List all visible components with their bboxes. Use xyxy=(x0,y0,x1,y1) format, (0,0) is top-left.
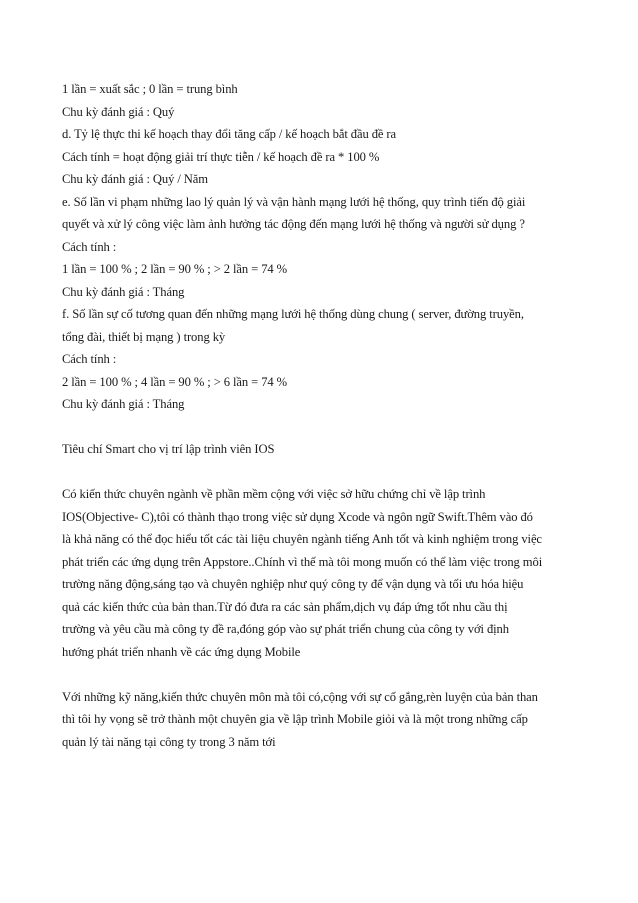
text-line: f. Số lần sự cố tương quan đến những mạng lưới hệ thống dùng chung ( server, đường truyền, xyxy=(62,307,524,321)
text-line: Chu kỳ đánh giá : Quý xyxy=(62,104,175,119)
text-line: Cách tính = hoạt động giải trí thực tiễn / kế hoạch đề ra * 100 % xyxy=(62,149,380,164)
text-line: 2 lần = 100 % ; 4 lần = 90 % ; > 6 lần = 74 % xyxy=(62,374,288,389)
document-body xyxy=(62,78,610,753)
text-line: Có kiến thức chuyên ngành về phần mềm cộng với việc sở hữu chứng chỉ về lập trình xyxy=(62,487,486,501)
text-line: 1 lần = xuất sắc ; 0 lần = trung bình xyxy=(62,82,238,96)
blank-line xyxy=(62,416,610,439)
text-line: Cách tính : xyxy=(62,352,117,366)
text-line: Cách tính : xyxy=(62,239,117,254)
blank-line xyxy=(62,663,610,686)
text-line: tổng đài, thiết bị mạng ) trong kỳ xyxy=(62,329,226,344)
text-line: phát triển các ứng dụng trên Appstore..Chính vì thế mà tôi mong muốn có thể làm việc trong môi xyxy=(62,554,543,569)
blank-line xyxy=(62,461,610,484)
text-line: là khả năng có thể đọc hiểu tốt các tài liệu chuyên ngành tiếng Anh tốt và kinh nghiệm trong việc xyxy=(62,532,542,546)
text-line: Với những kỹ năng,kiến thức chuyên môn mà tôi có,cộng với sự cố gắng,rèn luyện của bản than xyxy=(62,689,538,704)
text-line: d. Tỷ lệ thực thi kế hoạch thay đổi tăng cấp / kế hoạch bắt đầu đề ra xyxy=(62,127,397,141)
text-line: 1 lần = 100 % ; 2 lần = 90 % ; > 2 lần = 74 % xyxy=(62,262,288,276)
text-line: e. Số lần vi phạm những lao lý quản lý và vận hành mạng lưới hệ thống, quy trình tiến độ giải xyxy=(62,194,526,209)
text-line: trường năng động,sáng tạo và chuyên nghiệp như quý công ty để vận dụng và tối ưu hóa hiệu xyxy=(62,577,524,591)
text-line: quả các kiến thức của bản than.Từ đó đưa ra các sản phẩm,dịch vụ đáp ứng tốt nhu cầu thị xyxy=(62,599,508,614)
text-line: quản lý tài năng tại công ty trong 3 năm tới xyxy=(62,734,276,749)
text-line: Chu kỳ đánh giá : Tháng xyxy=(62,284,185,299)
text-line: hướng phát triển nhanh về các ứng dụng Mobile xyxy=(62,644,301,659)
text-line: Chu kỳ đánh giá : Tháng xyxy=(62,397,185,411)
text-line: Tiêu chí Smart cho vị trí lập trình viên IOS xyxy=(62,442,275,456)
text-line: quyết và xử lý công việc làm ảnh hưởng tác động đến mạng lưới hệ thống và người sử dụng ? xyxy=(62,217,525,231)
text-line: Chu kỳ đánh giá : Quý / Năm xyxy=(62,172,208,186)
text-line: trường và yêu cầu mà công ty đề ra,đóng góp vào sự phát triển chung của công ty với định xyxy=(62,622,509,636)
text-line: thì tôi hy vọng sẽ trở thành một chuyên gia về lập trình Mobile giỏi và là một trong những cấp xyxy=(62,712,528,726)
text-line: IOS(Objective- C),tôi có thành thạo trong việc sử dụng Xcode và ngôn ngữ Swift.Thêm vào đó xyxy=(62,509,533,524)
